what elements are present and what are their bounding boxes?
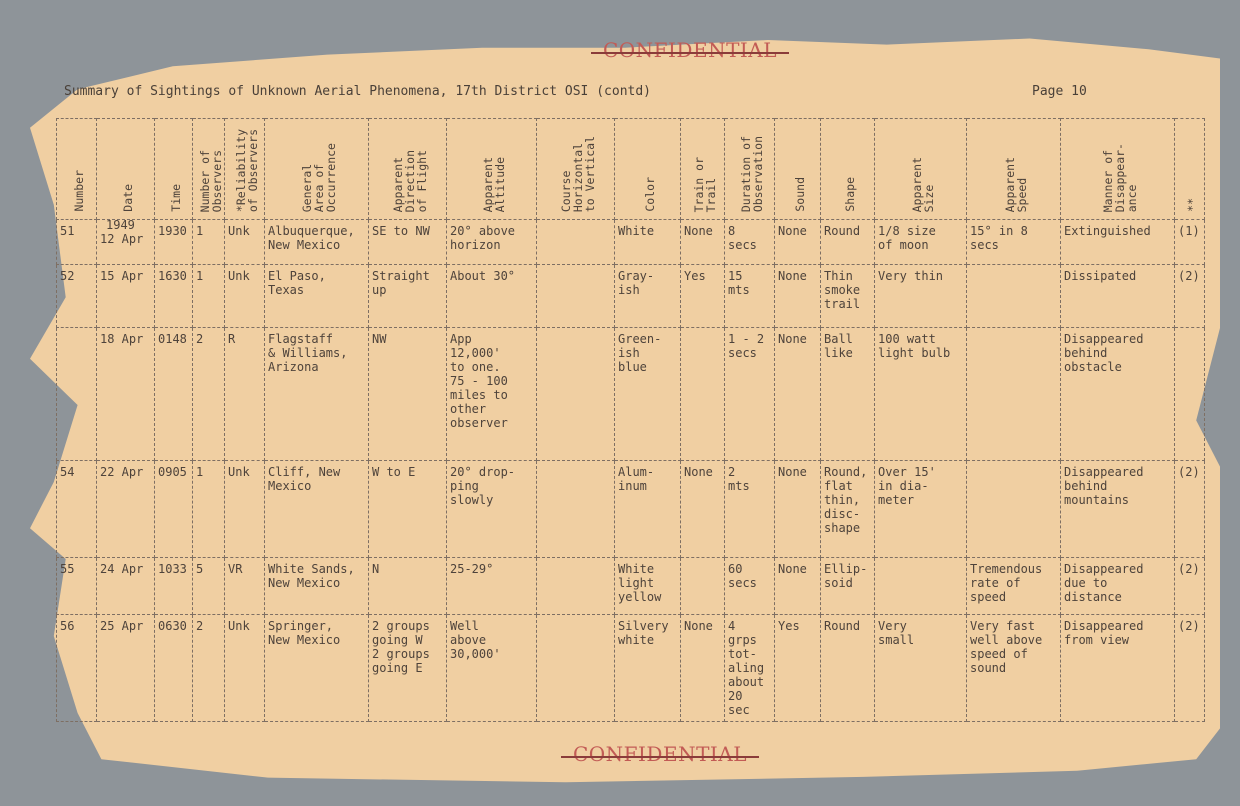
cell-color: Green- ish blue bbox=[615, 328, 681, 461]
cell-size bbox=[875, 558, 967, 615]
page-number: Page 10 bbox=[1032, 84, 1087, 99]
cell-number: 55 bbox=[57, 558, 97, 615]
cell-reliability: Unk bbox=[225, 615, 265, 722]
cell-number: 52 bbox=[57, 265, 97, 328]
cell-disappearance: Disappeared behind mountains bbox=[1061, 461, 1175, 558]
cell-duration: 8 secs bbox=[725, 220, 775, 265]
cell-size: 1/8 size of moon bbox=[875, 220, 967, 265]
cell-date: 24 Apr bbox=[97, 558, 155, 615]
table-row bbox=[57, 461, 1205, 558]
col-sound: Sound bbox=[775, 119, 821, 220]
col-date: Date bbox=[97, 119, 155, 220]
cell-time: 1630 bbox=[155, 265, 193, 328]
col-course: Course Horizontal to Vertical bbox=[537, 119, 615, 220]
cell-course bbox=[537, 328, 615, 461]
col-disappearance: Manner of Disappear- ance bbox=[1061, 119, 1175, 220]
cell-date: 22 Apr bbox=[97, 461, 155, 558]
cell-speed: Very fast well above speed of sound bbox=[967, 615, 1061, 722]
cell-direction: SE to NW bbox=[369, 220, 447, 265]
cell-color: White light yellow bbox=[615, 558, 681, 615]
cell-disappearance: Disappeared due to distance bbox=[1061, 558, 1175, 615]
cell-train bbox=[681, 328, 725, 461]
cell-number: 56 bbox=[57, 615, 97, 722]
cell-reliability: R bbox=[225, 328, 265, 461]
cell-altitude: Well above 30,000' bbox=[447, 615, 537, 722]
confidential-stamp-top: CONFIDENTIAL bbox=[0, 38, 1240, 62]
cell-note: (2) bbox=[1175, 558, 1205, 615]
cell-note: (2) bbox=[1175, 265, 1205, 328]
cell-course bbox=[537, 615, 615, 722]
cell-direction: N bbox=[369, 558, 447, 615]
cell-course bbox=[537, 461, 615, 558]
cell-sound: None bbox=[775, 265, 821, 328]
col-observers: Number of Observers bbox=[193, 119, 225, 220]
cell-time: 1930 bbox=[155, 220, 193, 265]
cell-course bbox=[537, 220, 615, 265]
cell-disappearance: Dissipated bbox=[1061, 265, 1175, 328]
cell-sound: None bbox=[775, 558, 821, 615]
cell-direction: W to E bbox=[369, 461, 447, 558]
cell-date: 15 Apr bbox=[97, 265, 155, 328]
cell-shape: Thin smoke trail bbox=[821, 265, 875, 328]
cell-time: 1033 bbox=[155, 558, 193, 615]
col-time: Time bbox=[155, 119, 193, 220]
cell-sound: None bbox=[775, 461, 821, 558]
cell-duration: 1 - 2 secs bbox=[725, 328, 775, 461]
col-shape: Shape bbox=[821, 119, 875, 220]
cell-sound: Yes bbox=[775, 615, 821, 722]
cell-speed bbox=[967, 265, 1061, 328]
cell-area: Flagstaff & Williams, Arizona bbox=[265, 328, 369, 461]
cell-time: 0630 bbox=[155, 615, 193, 722]
cell-note bbox=[1175, 328, 1205, 461]
cell-altitude: About 30° bbox=[447, 265, 537, 328]
col-area: General Area of Occurrence bbox=[265, 119, 369, 220]
cell-duration: 2 mts bbox=[725, 461, 775, 558]
cell-area: White Sands, New Mexico bbox=[265, 558, 369, 615]
cell-note: (2) bbox=[1175, 461, 1205, 558]
cell-speed: Tremendous rate of speed bbox=[967, 558, 1061, 615]
col-size: Apparent Size bbox=[875, 119, 967, 220]
cell-reliability: Unk bbox=[225, 265, 265, 328]
cell-reliability: Unk bbox=[225, 461, 265, 558]
cell-time: 0148 bbox=[155, 328, 193, 461]
cell-date: 1949 12 Apr bbox=[97, 220, 155, 265]
cell-shape: Round bbox=[821, 220, 875, 265]
cell-direction: NW bbox=[369, 328, 447, 461]
cell-train: None bbox=[681, 461, 725, 558]
cell-course bbox=[537, 265, 615, 328]
col-train: Train or Trail bbox=[681, 119, 725, 220]
cell-altitude: 20° above horizon bbox=[447, 220, 537, 265]
cell-duration: 4 grps tot- aling about 20 sec bbox=[725, 615, 775, 722]
cell-train: None bbox=[681, 220, 725, 265]
cell-time: 0905 bbox=[155, 461, 193, 558]
cell-color: Silvery white bbox=[615, 615, 681, 722]
cell-duration: 15 mts bbox=[725, 265, 775, 328]
cell-size: Very small bbox=[875, 615, 967, 722]
table-row bbox=[57, 558, 1205, 615]
cell-duration: 60 secs bbox=[725, 558, 775, 615]
cell-disappearance: Disappeared behind obstacle bbox=[1061, 328, 1175, 461]
cell-area: El Paso, Texas bbox=[265, 265, 369, 328]
col-number: Number bbox=[57, 119, 97, 220]
col-direction: Apparent Direction of Flight bbox=[369, 119, 447, 220]
cell-speed bbox=[967, 461, 1061, 558]
col-duration: Duration of Observation bbox=[725, 119, 775, 220]
cell-color: White bbox=[615, 220, 681, 265]
document-title: Summary of Sightings of Unknown Aerial Phenomena, 17th District OSI (contd) bbox=[64, 84, 651, 99]
col-note: ** bbox=[1175, 119, 1205, 220]
cell-speed: 15° in 8 secs bbox=[967, 220, 1061, 265]
cell-shape: Ellip- soid bbox=[821, 558, 875, 615]
cell-train bbox=[681, 558, 725, 615]
table-row bbox=[57, 615, 1205, 722]
cell-observers: 1 bbox=[193, 220, 225, 265]
cell-sound: None bbox=[775, 220, 821, 265]
sightings-table bbox=[56, 118, 1205, 722]
cell-number: 51 bbox=[57, 220, 97, 265]
table-row bbox=[57, 328, 1205, 461]
year-note: 1949 bbox=[106, 219, 135, 232]
cell-note: (2) bbox=[1175, 615, 1205, 722]
col-speed: Apparent Speed bbox=[967, 119, 1061, 220]
cell-shape: Round bbox=[821, 615, 875, 722]
cell-altitude: 20° drop- ping slowly bbox=[447, 461, 537, 558]
table-row bbox=[57, 220, 1205, 265]
cell-observers: 2 bbox=[193, 328, 225, 461]
cell-date: 18 Apr bbox=[97, 328, 155, 461]
header-row bbox=[57, 119, 1205, 220]
cell-size: Very thin bbox=[875, 265, 967, 328]
cell-disappearance: Extinguished bbox=[1061, 220, 1175, 265]
cell-size: 100 watt light bulb bbox=[875, 328, 967, 461]
cell-date: 25 Apr bbox=[97, 615, 155, 722]
cell-number bbox=[57, 328, 97, 461]
cell-note: (1) bbox=[1175, 220, 1205, 265]
cell-disappearance: Disappeared from view bbox=[1061, 615, 1175, 722]
cell-speed bbox=[967, 328, 1061, 461]
confidential-stamp-bottom: CONFIDENTIAL bbox=[0, 742, 1240, 766]
cell-sound: None bbox=[775, 328, 821, 461]
cell-train: None bbox=[681, 615, 725, 722]
cell-number: 54 bbox=[57, 461, 97, 558]
cell-reliability: Unk bbox=[225, 220, 265, 265]
cell-color: Gray- ish bbox=[615, 265, 681, 328]
cell-observers: 1 bbox=[193, 461, 225, 558]
cell-direction: 2 groups going W 2 groups going E bbox=[369, 615, 447, 722]
col-color: Color bbox=[615, 119, 681, 220]
cell-shape: Round, flat thin, disc- shape bbox=[821, 461, 875, 558]
cell-area: Springer, New Mexico bbox=[265, 615, 369, 722]
cell-course bbox=[537, 558, 615, 615]
cell-area: Albuquerque, New Mexico bbox=[265, 220, 369, 265]
cell-altitude: App 12,000' to one. 75 - 100 miles to other observer bbox=[447, 328, 537, 461]
cell-size: Over 15' in dia- meter bbox=[875, 461, 967, 558]
cell-color: Alum- inum bbox=[615, 461, 681, 558]
col-altitude: Apparent Altitude bbox=[447, 119, 537, 220]
cell-observers: 2 bbox=[193, 615, 225, 722]
cell-direction: Straight up bbox=[369, 265, 447, 328]
cell-reliability: VR bbox=[225, 558, 265, 615]
cell-shape: Ball like bbox=[821, 328, 875, 461]
cell-observers: 5 bbox=[193, 558, 225, 615]
table-row bbox=[57, 265, 1205, 328]
cell-observers: 1 bbox=[193, 265, 225, 328]
cell-area: Cliff, New Mexico bbox=[265, 461, 369, 558]
col-reliability: *Reliability of Observers bbox=[225, 119, 265, 220]
cell-train: Yes bbox=[681, 265, 725, 328]
cell-altitude: 25-29° bbox=[447, 558, 537, 615]
